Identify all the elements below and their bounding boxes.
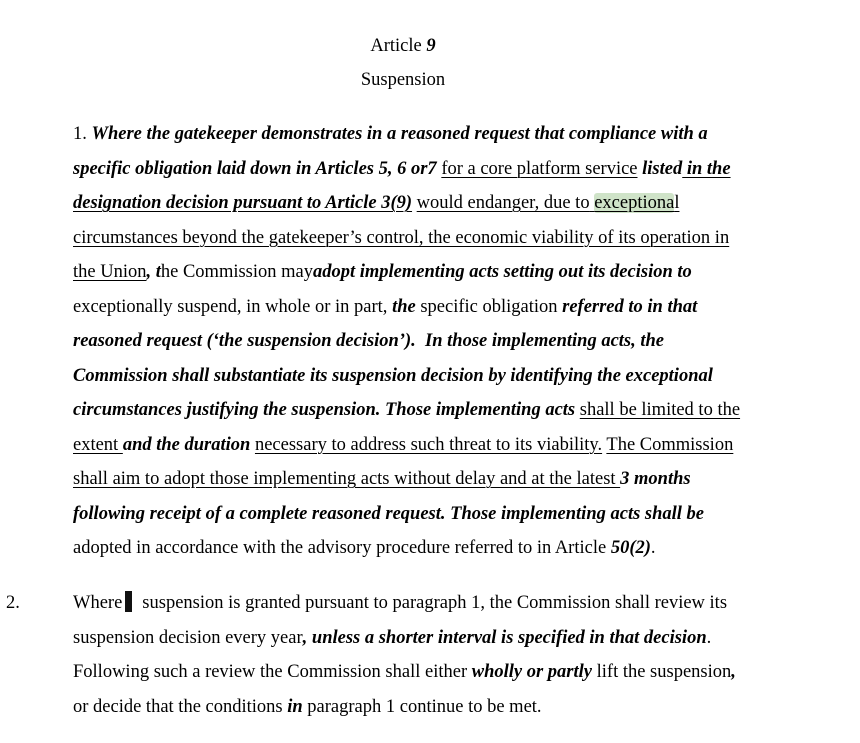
paragraph-1-line-11 (73, 462, 813, 497)
tracked-insertion: The Commission (606, 434, 734, 455)
text-span: exceptionally suspend, in whole or in part, (73, 296, 393, 317)
tracked-insertion: the Union (73, 262, 147, 282)
paragraph-1-line-4 (73, 221, 813, 256)
tracked-insertion: circumstances beyond the gatekeeper’s control, the economic viability of its operation in (73, 227, 730, 248)
text-span: and the duration (122, 434, 251, 455)
tracked-insertion: shall aim to adopt those implementing acts without delay and at the latest (73, 469, 621, 489)
text-span: wholly or partly (471, 662, 592, 682)
paragraph-1-line-6 (73, 290, 813, 325)
text-span: l (674, 193, 680, 213)
text-span: circumstances justifying the suspension. Those implementing acts (73, 400, 576, 420)
article-number: 9 (426, 36, 436, 56)
paragraph-1-line-7 (73, 324, 813, 359)
paragraph-1-line-2 (73, 152, 813, 187)
paragraph-2-line-4 (73, 690, 813, 725)
text-span: specific obligation laid down in Articles 5, 6 or7 (73, 158, 437, 179)
paragraph-1-line-3 (73, 186, 813, 221)
paragraph-1-line-9 (73, 393, 813, 428)
text-span: . (650, 538, 656, 558)
text-span: following receipt of a complete reasoned request. Those implementing acts shall be (73, 503, 705, 524)
tracked-insertion: would endanger, due to (416, 193, 590, 213)
tracked-insertion: extent (73, 434, 123, 455)
article-label: Article (370, 36, 422, 56)
paragraph-1-line-10 (73, 428, 813, 463)
paragraph-number: 1. (73, 124, 87, 144)
text-span: , unless a shorter interval is specified in that decision (302, 627, 707, 648)
redaction-cursor-mark (125, 591, 132, 612)
paragraph-2-line-2 (73, 621, 813, 656)
text-span: listed (642, 158, 683, 179)
text-span: suspension decision every year (73, 627, 303, 648)
paragraph-1-line-13 (73, 531, 813, 566)
text-span: reasoned request (‘the suspension decision’). In those implementing acts, the (73, 331, 665, 351)
paragraph-2-line-1 (73, 586, 813, 621)
paragraph-1-line-5 (73, 255, 813, 290)
text-span: 50(2) (610, 538, 651, 558)
paragraph-1-line-1 (73, 117, 813, 152)
highlighted-word[interactable]: exceptiona (594, 193, 675, 213)
paragraph-2-number: 2. (6, 593, 20, 613)
text-span: Following such a review the Commission shall either (73, 662, 472, 682)
text-span: adopt implementing acts setting out its decision to (313, 262, 692, 282)
text-span: Where the gatekeeper demonstrates in a reasoned request that compliance with a (91, 124, 708, 144)
tracked-insertion: necessary to address such threat to its viability. (254, 434, 603, 455)
text-span: Commission shall substantiate its suspension decision by identifying the exceptional (73, 365, 713, 386)
paragraph-1 (73, 117, 813, 566)
text-span: lift the suspension (592, 662, 732, 682)
paragraph-2 (73, 586, 813, 724)
text-span: in (287, 696, 303, 717)
text-span: or decide that the conditions (73, 696, 288, 717)
text-span: 3 months (620, 469, 691, 489)
text-span: adopted in accordance with the advisory procedure referred to in Article (73, 538, 611, 558)
text-span: Where (73, 593, 123, 613)
tracked-insertion: for a core platform service (441, 158, 638, 179)
text-span: paragraph 1 continue to be met. (302, 696, 542, 717)
text-span: t (155, 262, 161, 282)
text-span: he Commission may (160, 262, 313, 282)
article-heading (0, 35, 806, 57)
tracked-insertion: designation decision pursuant to Article 3(9) (73, 193, 413, 213)
paragraph-2-line-3 (73, 655, 813, 690)
text-span: specific obligation (415, 296, 563, 317)
text-span: , (731, 662, 736, 682)
article-title: Suspension (360, 70, 446, 90)
text-span: in the (682, 158, 731, 179)
tracked-insertion: shall be limited to the (579, 400, 741, 420)
text-span: referred to in that (562, 296, 698, 317)
text-span: . (706, 627, 712, 648)
text-span: the (392, 296, 416, 317)
paragraph-1-line-8 (73, 359, 813, 394)
text-span: suspension is granted pursuant to paragraph 1, the Commission shall review its (142, 593, 728, 613)
paragraph-1-line-12 (73, 497, 813, 532)
text-span: , (146, 262, 152, 282)
